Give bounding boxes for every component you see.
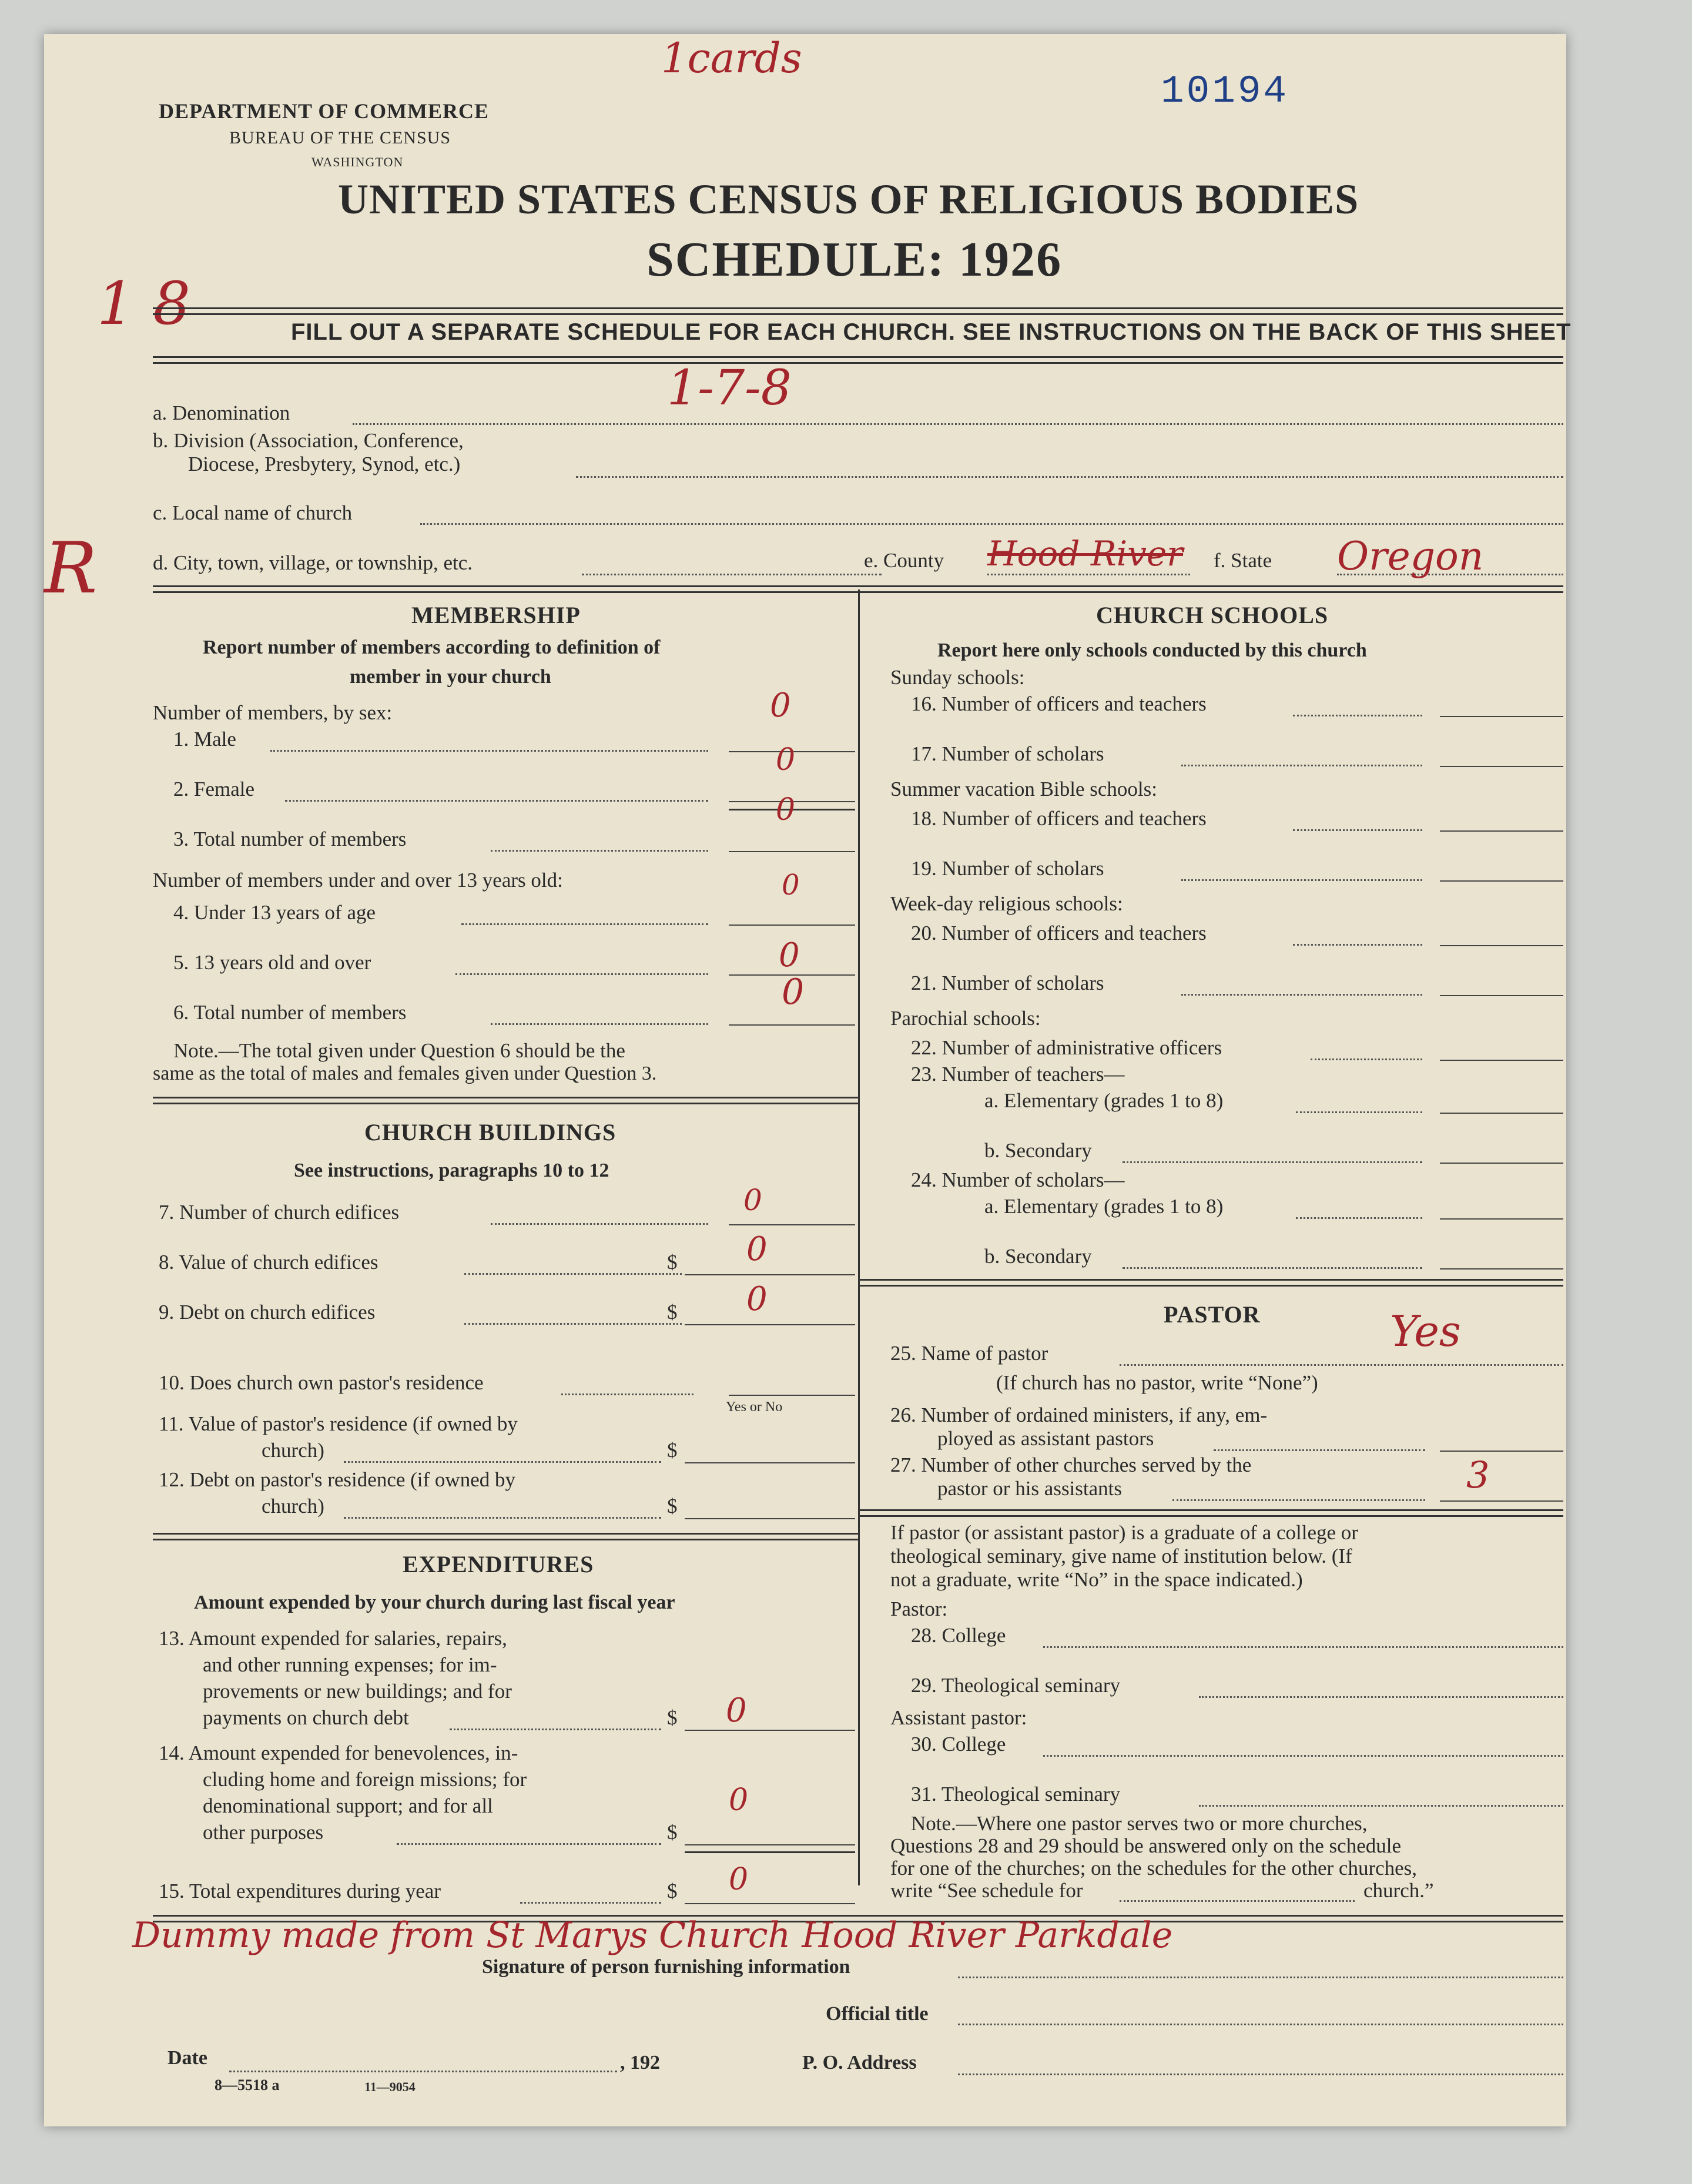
q20-label: 20. Number of officers and teachers — [911, 922, 1207, 944]
official-title-label: Official title — [826, 2003, 929, 2025]
schedule-title: SCHEDULE: 1926 — [646, 232, 1063, 287]
city-label: d. City, town, village, or township, etc. — [153, 551, 473, 574]
q16-leader — [1293, 715, 1422, 716]
q27-label-cont: pastor or his assistants — [937, 1477, 1123, 1500]
pastor-note-2: Questions 28 and 29 should be answered only on the schedule — [890, 1834, 1402, 1857]
po-address-field[interactable] — [958, 2074, 1563, 2075]
handwritten-county: Hood River — [987, 534, 1184, 574]
q27-answer: 3 — [1466, 1453, 1490, 1496]
q14-answer: 0 — [729, 1783, 749, 1818]
q30-answer-field[interactable] — [1043, 1755, 1563, 1757]
schools-rule — [858, 1279, 1563, 1287]
schools-heading: CHURCH SCHOOLS — [1096, 602, 1329, 628]
q21-answer-field[interactable] — [1440, 995, 1563, 996]
handwritten-signature-note: Dummy made from St Marys Church Hood River Parkdale — [132, 1915, 1173, 1956]
q13-label-4: payments on church debt — [203, 1706, 409, 1729]
q6-answer: 0 — [782, 972, 805, 1013]
q31-answer-field[interactable] — [1199, 1805, 1563, 1807]
q20-answer-field[interactable] — [1440, 945, 1563, 946]
q22-label: 22. Number of administrative officers — [911, 1036, 1222, 1059]
state-label: f. State — [1214, 549, 1272, 572]
q8-dollar: $ — [667, 1251, 678, 1274]
denomination-field[interactable] — [353, 423, 1563, 425]
q26-label-cont: ployed as assistant pastors — [937, 1427, 1154, 1450]
bureau-name: BUREAU OF THE CENSUS — [229, 128, 451, 148]
q14-dollar: $ — [667, 1821, 678, 1844]
q15-answer: 0 — [729, 1862, 749, 1897]
q19-leader — [1181, 879, 1422, 881]
city-name: WASHINGTON — [311, 155, 404, 169]
column-divider — [858, 589, 860, 1885]
q15-dollar: $ — [667, 1880, 678, 1902]
expenditures-heading: EXPENDITURES — [403, 1551, 594, 1577]
q23b-answer-field[interactable] — [1440, 1163, 1563, 1164]
q13-label: 13. Amount expended for salaries, repairs, — [159, 1627, 507, 1650]
q13-dollar: $ — [667, 1706, 678, 1729]
form-number: 8—5518 a — [215, 2076, 280, 2093]
q29-answer-field[interactable] — [1199, 1696, 1563, 1698]
local-name-field[interactable] — [420, 523, 1563, 525]
assistant-pastor-subhead: Assistant pastor: — [890, 1706, 1027, 1729]
q13-answer: 0 — [726, 1691, 747, 1730]
see-schedule-field[interactable] — [1120, 1900, 1355, 1902]
q24b-leader — [1123, 1267, 1422, 1269]
q9-dollar: $ — [667, 1301, 678, 1324]
q22-answer-field[interactable] — [1440, 1060, 1563, 1061]
q7-label: 7. Number of church edifices — [159, 1201, 400, 1224]
q9-label: 9. Debt on church edifices — [159, 1301, 376, 1324]
q3-answer-field[interactable] — [729, 851, 855, 852]
q26-leader — [1214, 1449, 1425, 1451]
q11-answer-field[interactable] — [685, 1462, 855, 1463]
buildings-subhead: See instructions, paragraphs 10 to 12 — [294, 1160, 609, 1181]
q6-leader — [491, 1023, 708, 1025]
q27-leader — [1172, 1499, 1425, 1501]
graduate-instruction-3: not a graduate, write “No” in the space indicated.) — [890, 1568, 1303, 1591]
local-name-label: c. Local name of church — [153, 501, 353, 524]
q23b-label: b. Secondary — [984, 1139, 1092, 1162]
q12-dollar: $ — [667, 1495, 678, 1518]
q24-label: 24. Number of scholars— — [911, 1168, 1125, 1191]
census-schedule-sheet — [44, 34, 1572, 2126]
q23-label: 23. Number of teachers— — [911, 1063, 1125, 1086]
membership-rule — [153, 1097, 858, 1104]
parochial-schools-label: Parochial schools: — [890, 1007, 1041, 1030]
q1-leader — [270, 750, 708, 752]
po-address-label: P. O. Address — [802, 2052, 917, 2074]
q9-answer-field[interactable] — [685, 1324, 855, 1325]
q7-leader — [491, 1223, 708, 1225]
q2-answer: 0 — [776, 742, 796, 778]
q26-label: 26. Number of ordained ministers, if any, em- — [890, 1403, 1268, 1426]
q17-label: 17. Number of scholars — [911, 742, 1104, 765]
q15-answer-field[interactable] — [685, 1903, 855, 1904]
q30-label: 30. College — [911, 1733, 1006, 1756]
q23a-answer-field[interactable] — [1440, 1113, 1563, 1114]
q15-label: 15. Total expenditures during year — [159, 1880, 441, 1902]
division-label-cont: Diocese, Presbytery, Synod, etc.) — [188, 453, 461, 475]
q6-label: 6. Total number of members — [173, 1001, 407, 1024]
date-field[interactable] — [229, 2071, 617, 2072]
membership-subhead-cont: member in your church — [350, 666, 551, 688]
serial-stamp: 10194 — [1161, 69, 1289, 113]
graduate-instruction: If pastor (or assistant pastor) is a graduate of a college or — [890, 1521, 1358, 1544]
q27-label: 27. Number of other churches served by the — [890, 1453, 1252, 1476]
pastor-note-4: write “See schedule for — [890, 1879, 1083, 1902]
q31-label: 31. Theological seminary — [911, 1783, 1121, 1806]
membership-note-cont: same as the total of males and females given under Question 3. — [153, 1063, 657, 1084]
q18-answer-field[interactable] — [1440, 830, 1563, 832]
summer-schools-label: Summer vacation Bible schools: — [890, 778, 1157, 800]
q13-label-2: and other running expenses; for im- — [203, 1653, 497, 1676]
q15-leader — [520, 1902, 661, 1904]
membership-note: Note.—The total given under Question 6 should be the — [173, 1039, 625, 1062]
date-label: Date — [167, 2047, 207, 2069]
q4-leader — [461, 923, 708, 925]
q12-answer-field[interactable] — [685, 1518, 855, 1519]
q5-label: 5. 13 years old and over — [173, 951, 371, 974]
q12-label: 12. Debt on pastor's residence (if owned by — [159, 1468, 515, 1491]
q25-label: 25. Name of pastor — [890, 1342, 1048, 1365]
q4-answer: 0 — [782, 869, 800, 902]
q21-label: 21. Number of scholars — [911, 972, 1104, 994]
handwritten-margin-number: 1 8 — [97, 269, 191, 338]
signature-field[interactable] — [958, 1977, 1563, 1978]
county-label: e. County — [864, 549, 944, 572]
q14-label-4: other purposes — [203, 1821, 324, 1844]
q2-leader — [285, 800, 708, 802]
q9-answer: 0 — [746, 1280, 768, 1318]
handwritten-state: Oregon — [1337, 534, 1484, 579]
denomination-label: a. Denomination — [153, 401, 290, 424]
handwritten-code: 1-7-8 — [667, 360, 792, 416]
q3-answer: 0 — [776, 792, 796, 828]
q5-leader — [455, 973, 708, 975]
q3-label: 3. Total number of members — [173, 828, 407, 850]
q11-dollar: $ — [667, 1439, 678, 1462]
schools-subhead: Report here only schools conducted by this church — [937, 639, 1367, 661]
q24b-label: b. Secondary — [984, 1245, 1092, 1268]
q23a-leader — [1296, 1111, 1422, 1113]
q8-answer: 0 — [746, 1230, 768, 1268]
q24a-answer-field[interactable] — [1440, 1218, 1563, 1220]
division-label: b. Division (Association, Conference, — [153, 429, 464, 452]
q12-label-cont: church) — [262, 1495, 324, 1518]
q10-label: 10. Does church own pastor's residence — [159, 1371, 484, 1394]
q17-leader — [1181, 765, 1422, 766]
q28-label: 28. College — [911, 1624, 1006, 1647]
q23b-leader — [1123, 1161, 1422, 1163]
pastor-rule — [858, 1509, 1563, 1517]
form-title: UNITED STATES CENSUS OF RELIGIOUS BODIES — [338, 176, 1359, 223]
graduate-instruction-2: theological seminary, give name of institution below. (If — [890, 1545, 1352, 1567]
q20-leader — [1293, 944, 1422, 946]
buildings-rule — [153, 1533, 858, 1540]
city-field[interactable] — [582, 574, 882, 575]
pastor-heading: PASTOR — [1164, 1301, 1261, 1328]
county-field[interactable] — [987, 574, 1190, 575]
q14-label-3: denominational support; and for all — [203, 1794, 493, 1817]
sunday-schools-label: Sunday schools: — [890, 666, 1025, 689]
q12-leader — [344, 1517, 661, 1519]
q5-answer: 0 — [779, 936, 800, 974]
q13-answer-field[interactable] — [685, 1730, 855, 1731]
q25-answer-field[interactable] — [1120, 1364, 1563, 1366]
print-number: 11—9054 — [364, 2079, 416, 2094]
department-name: DEPARTMENT OF COMMERCE — [159, 99, 490, 123]
q11-leader — [344, 1461, 661, 1463]
q24b-answer-field[interactable] — [1440, 1268, 1563, 1269]
q21-leader — [1181, 994, 1422, 996]
q9-leader — [464, 1323, 682, 1325]
membership-heading: MEMBERSHIP — [411, 602, 581, 628]
q24a-leader — [1296, 1217, 1422, 1219]
banner-rule — [153, 356, 1563, 364]
q27-answer-field[interactable] — [1440, 1500, 1563, 1502]
date-year: , 192 — [620, 2052, 660, 2074]
q8-answer-field[interactable] — [685, 1274, 855, 1275]
weekday-schools-label: Week-day religious schools: — [890, 892, 1123, 915]
official-title-field[interactable] — [958, 2024, 1563, 2025]
q4-label: 4. Under 13 years of age — [173, 901, 376, 924]
q7-answer-field[interactable] — [729, 1224, 855, 1225]
membership-subhead: Report number of members according to definition of — [203, 637, 661, 658]
q2-label: 2. Female — [173, 778, 255, 800]
members-by-sex-label: Number of members, by sex: — [153, 701, 393, 724]
q10-answer-field[interactable] — [729, 1395, 855, 1396]
instruction-banner: FILL OUT A SEPARATE SCHEDULE FOR EACH CHURCH. SEE INSTRUCTIONS ON THE BACK OF THIS SHEET — [291, 319, 1572, 345]
q24a-label: a. Elementary (grades 1 to 8) — [984, 1195, 1224, 1218]
buildings-heading: CHURCH BUILDINGS — [364, 1119, 617, 1145]
q13-label-3: provements or new buildings; and for — [203, 1680, 512, 1703]
handwritten-cards-note: 1cards — [661, 34, 802, 82]
q19-label: 19. Number of scholars — [911, 857, 1104, 880]
q6-answer-field[interactable] — [729, 1024, 855, 1026]
q14-sum-rule — [685, 1851, 855, 1853]
q11-label-cont: church) — [262, 1439, 324, 1462]
q3-leader — [491, 850, 708, 852]
yes-or-no-hint: Yes or No — [726, 1399, 783, 1415]
pastor-note: Note.—Where one pastor serves two or more churches, — [911, 1812, 1368, 1835]
q25-hint: (If church has no pastor, write “None”) — [996, 1371, 1318, 1394]
q25-answer: Yes — [1390, 1307, 1461, 1356]
pastor-subhead: Pastor: — [890, 1597, 948, 1620]
q14-label: 14. Amount expended for benevolences, in- — [159, 1741, 518, 1764]
q11-label: 11. Value of pastor's residence (if owned by — [159, 1412, 518, 1435]
pastor-note-3: for one of the churches; on the schedules for the other churches, — [890, 1857, 1418, 1880]
q16-answer-field[interactable] — [1440, 716, 1563, 717]
q1-answer: 0 — [770, 686, 791, 725]
q14-answer-field[interactable] — [685, 1844, 855, 1845]
q29-label: 29. Theological seminary — [911, 1674, 1121, 1697]
division-field[interactable] — [576, 476, 1563, 478]
q8-leader — [464, 1273, 682, 1275]
q19-answer-field[interactable] — [1440, 880, 1563, 882]
q16-label: 16. Number of officers and teachers — [911, 692, 1207, 715]
q8-label: 8. Value of church edifices — [159, 1251, 378, 1274]
expenditures-subhead: Amount expended by your church during last fiscal year — [194, 1592, 675, 1613]
q23a-label: a. Elementary (grades 1 to 8) — [984, 1089, 1224, 1112]
q10-leader — [561, 1394, 693, 1395]
q13-leader — [450, 1729, 661, 1730]
members-by-age-label: Number of members under and over 13 years old: — [153, 869, 563, 892]
signature-label: Signature of person furnishing information — [482, 1956, 850, 1978]
q28-answer-field[interactable] — [1043, 1646, 1563, 1648]
q26-answer-field[interactable] — [1440, 1451, 1563, 1452]
q22-leader — [1311, 1058, 1422, 1060]
q14-label-2: cluding home and foreign missions; for — [203, 1768, 527, 1791]
q18-leader — [1293, 829, 1422, 831]
pastor-note-4b: church.” — [1363, 1879, 1434, 1902]
q17-answer-field[interactable] — [1440, 766, 1563, 767]
q18-label: 18. Number of officers and teachers — [911, 807, 1207, 830]
q7-answer: 0 — [743, 1183, 762, 1217]
q1-label: 1. Male — [173, 728, 236, 751]
header-rule — [153, 307, 1563, 315]
q4-answer-field[interactable] — [729, 924, 855, 926]
handwritten-margin-mark: R — [44, 528, 98, 609]
q14-leader — [397, 1843, 661, 1845]
